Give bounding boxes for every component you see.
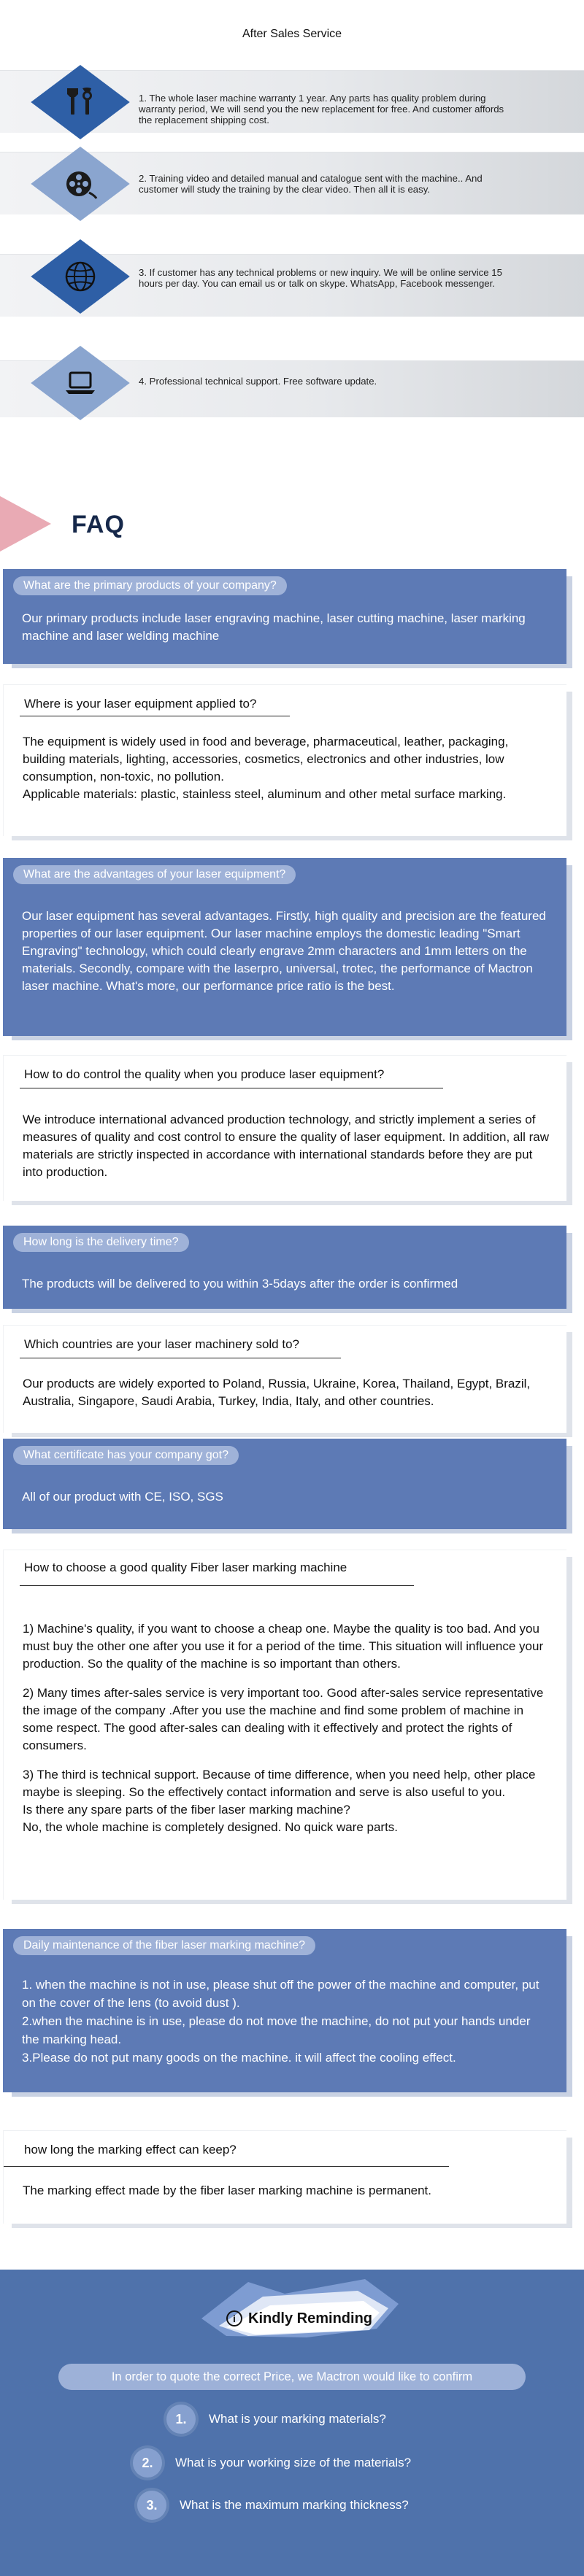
faq-question: How to do control the quality when you produce laser equipment?	[24, 1067, 385, 1081]
faq-answer	[22, 610, 550, 645]
reminding-item	[0, 2405, 584, 2434]
faq-item	[3, 1226, 566, 1309]
faq-answer-paragraph: Our laser equipment has several advantages. Firstly, high quality and precision are the featured properties of our laser equipment. Our laser machine employs the domestic leading "Smart Engraving" technology, which could clearly engrave 2mm characters and 1mm letters on the materials. Secondly, compare with the laserpro, universal, trotec, the performance of Mactron laser machine. What's more, our performance price ratio is the best.	[22, 909, 546, 993]
faq-answer-paragraph: 1. when the machine is not in use, please shut off the power of the machine and computer, put on the cover of the lens (to avoid dust ).	[22, 1978, 539, 2010]
faq-item	[3, 1929, 566, 2092]
faq-item	[3, 684, 566, 836]
faq-answer-paragraph: Is there any spare parts of the fiber laser marking machine?	[23, 1803, 350, 1817]
faq-answer-paragraph: We introduce international advanced production technology, and strictly implement a series of measures of quality and cost control to ensure the quality of laser equipment. In addition, all raw materials are strictly inspected in accordance with international standards before they are put into production.	[23, 1113, 550, 1179]
faq-item	[3, 1439, 566, 1529]
faq-answer-paragraph: The equipment is widely used in food and beverage, pharmaceutical, leather, packaging, building materials, lighting, accessories, cosmetics, electronics and other industries, low consumption, non-toxic, no pollution.	[23, 735, 509, 784]
laptop-icon	[57, 360, 104, 406]
faq-title: FAQ	[72, 511, 125, 538]
kindly-reminding-title: Kindly Reminding	[248, 2310, 372, 2326]
kindly-reminding-heading	[219, 2307, 380, 2330]
faq-question: How to choose a good quality Fiber laser marking machine	[24, 1560, 347, 1574]
faq-answer-paragraph: 3) The third is technical support. Because of time difference, when you need help, other place maybe is sleeping. So the effectively contact information and serve is also useful to you.	[23, 1768, 536, 1799]
after-sales-item	[0, 360, 584, 417]
video-reel-icon	[57, 160, 104, 207]
faq-answer-paragraph: No, the whole machine is completely designed. No quick ware parts.	[23, 1820, 399, 1834]
faq-answer	[23, 2182, 550, 2200]
faq-question: What are the primary products of your company?	[13, 576, 287, 595]
globe-icon	[57, 253, 104, 300]
faq-answer-paragraph: Our primary products include laser engraving machine, laser cutting machine, laser marking machine and laser welding machine	[22, 611, 526, 643]
kindly-reminding-subtitle: In order to quote the correct Price, we Mactron would like to confirm	[58, 2364, 526, 2390]
reminding-text: What is your marking materials?	[209, 2412, 386, 2426]
faq-question-underline	[4, 2166, 449, 2167]
reminding-number: 2.	[133, 2448, 162, 2478]
after-sales-text: 4. Professional technical support. Free software update.	[139, 376, 377, 387]
faq-answer	[23, 1111, 550, 1181]
faq-question-underline	[20, 1585, 414, 1586]
faq-question: Daily maintenance of the fiber laser marking machine?	[13, 1936, 315, 1955]
faq-answer-paragraph: 3.Please do not put many goods on the machine. it will affect the cooling effect.	[22, 2051, 456, 2065]
faq-answer-paragraph: Applicable materials: plastic, stainless steel, aluminum and other metal surface marking.	[23, 787, 507, 801]
faq-question: how long the marking effect can keep?	[24, 2143, 237, 2157]
faq-question: How long is the delivery time?	[13, 1233, 189, 1252]
after-sales-text: 3. If customer has any technical problems or new inquiry. We will be online service 15 hours per day. You can email us or talk on skype. WhatsApp, Facebook messenger.	[139, 267, 502, 289]
faq-answer	[22, 908, 550, 995]
reminding-item	[0, 2448, 584, 2478]
faq-triangle-decoration	[0, 496, 51, 552]
after-sales-item	[0, 254, 584, 317]
faq-answer	[22, 1976, 550, 2067]
faq-answer-paragraph: 1) Machine's quality, if you want to choose a cheap one. Maybe the quality is too bad. And you must buy the other one after you use it for a period of the time. This situation will influence your production. So the quality of the machine is so important than others.	[23, 1622, 544, 1671]
faq-answer	[23, 1375, 550, 1410]
faq-answer	[23, 1620, 550, 1836]
faq-item	[3, 569, 566, 664]
info-icon: i	[226, 2310, 242, 2326]
after-sales-title: After Sales Service	[242, 28, 342, 40]
faq-item	[3, 2130, 566, 2224]
after-sales-text: 1. The whole laser machine warranty 1 year. Any parts has quality problem during warranty period, We will send you the new replacement for free. And customer affords the replacement shipping cost.	[139, 93, 504, 125]
after-sales-item	[0, 152, 584, 214]
faq-answer-paragraph: All of our product with CE, ISO, SGS	[22, 1490, 223, 1504]
faq-question: Where is your laser equipment applied to?	[24, 697, 257, 711]
reminding-text: What is the maximum marking thickness?	[180, 2498, 409, 2512]
faq-answer	[22, 1275, 550, 1293]
after-sales-text: 2. Training video and detailed manual and catalogue sent with the machine.. And customer will study the training by the clear video. Then all it is easy.	[139, 173, 483, 195]
reminding-item	[0, 2491, 584, 2520]
faq-answer-paragraph: 2) Many times after-sales service is very important too. Good after-sales service representative the image of the company .After you use the machine and find some problem of machine in some respect. The good after-sales can dealing with it effectively and protect the rights of consumers.	[23, 1686, 544, 1752]
faq-answer-paragraph: Our products are widely exported to Poland, Russia, Ukraine, Korea, Thailand, Egypt, Brazil, Australia, Singapore, Saudi Arabia, Turkey, India, Italy, and other countries.	[23, 1377, 531, 1408]
faq-answer-paragraph: The products will be delivered to you within 3-5days after the order is confirmed	[22, 1277, 458, 1291]
faq-answer	[22, 1488, 550, 1506]
reminding-number: 3.	[137, 2491, 166, 2520]
faq-question: Which countries are your laser machinery sold to?	[24, 1337, 299, 1351]
faq-question: What certificate has your company got?	[13, 1446, 239, 1465]
faq-question: What are the advantages of your laser equipment?	[13, 865, 296, 884]
after-sales-item	[0, 70, 584, 133]
tools-icon	[57, 79, 104, 125]
faq-answer-paragraph: The marking effect made by the fiber laser marking machine is permanent.	[23, 2184, 432, 2197]
faq-answer	[23, 733, 550, 803]
faq-item	[3, 1055, 566, 1201]
faq-item	[3, 858, 566, 1036]
faq-answer-paragraph: 2.when the machine is in use, please do not move the machine, do not put your hands under the marking head.	[22, 2014, 531, 2046]
reminding-text: What is your working size of the materials?	[175, 2456, 412, 2469]
reminding-number: 1.	[166, 2405, 196, 2434]
faq-item	[3, 1550, 566, 1900]
faq-item	[3, 1325, 566, 1433]
